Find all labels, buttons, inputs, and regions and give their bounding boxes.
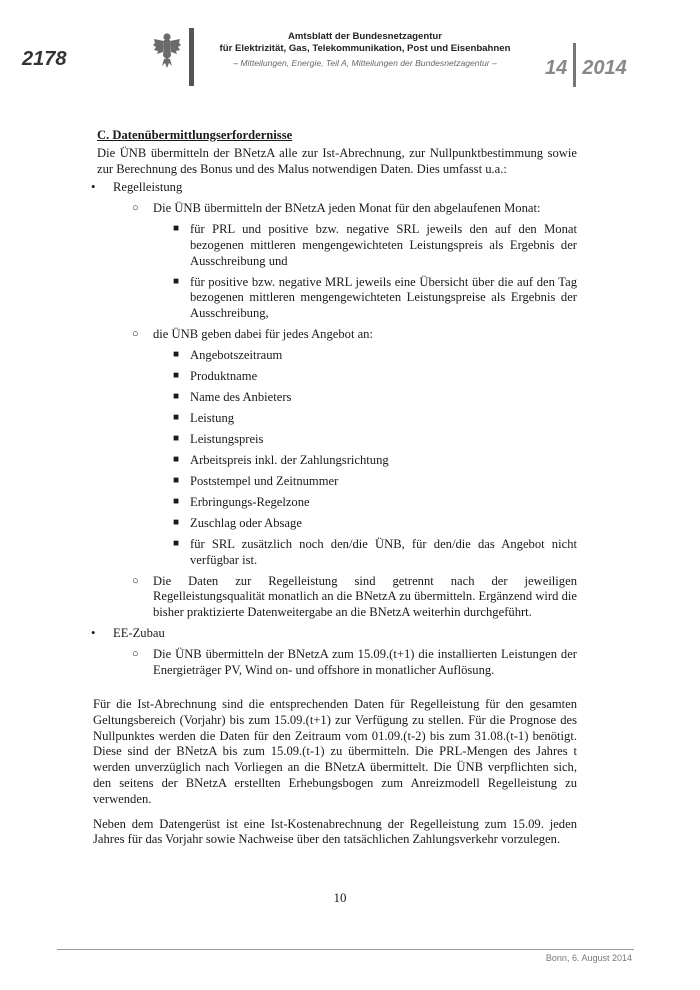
page-number: 2178 — [22, 48, 67, 70]
bullet-ee-zubau — [91, 626, 577, 642]
list-item-text: Produktname — [190, 368, 258, 383]
square-bullet-icon: ■ — [173, 537, 180, 549]
sub-bullet-text: Die ÜNB übermitteln der BNetzA zum 15.09.(t+1) die installierten Leistungen der Energieträger PV, Wind on- und offshore in monatlicher Auflösung. — [153, 646, 577, 677]
sub-bullet-monthly — [97, 201, 577, 217]
paragraph-ist-abrechnung: Für die Ist-Abrechnung sind die entsprechenden Daten für Regelleistung für den gesamten Geltungsbereich (Vorjahr) bis zum 15.09.(t+1) zur Verfügung zu stellen. Für die Prognose des Nullpunktes werden die Daten für den Zeitraum vom 01.09.(t-2) bis zum 31.08.(t-1) benötigt. Diese sind der BNetzA bis zum 15.09.(t-1) zu übermitteln. Die PRL-Mengen des Jahres t werden unverzüglich nach Vorliegen an die BNetzA übermittelt. Die ÜNB verpflichten sich, den seitens der BNetzA erstellten Erhebungsbogen zum Anreizmodell Regelleistung zu verwenden. — [93, 697, 577, 806]
journal-subtitle: – Mitteilungen, Energie, Teil A, Mitteilungen der Bundesnetzagentur – — [233, 58, 497, 68]
circle-bullet-icon: ○ — [132, 574, 139, 587]
sub-bullet-text: Die Daten zur Regelleistung sind getrennt nach der jeweiligen Regelleistungsqualität monatlich an die BNetzA zu übermitteln. Ergänzend wird die bisher praktizierte Datenweitergabe an die BNetzA weiterhin durchgeführt. — [153, 573, 577, 620]
bullet-regelleistung — [91, 180, 577, 196]
issue-divider — [573, 43, 576, 87]
circle-bullet-icon: ○ — [132, 647, 139, 660]
federal-eagle-icon — [152, 30, 182, 70]
list-item — [97, 369, 577, 385]
list-item — [97, 411, 577, 427]
list-item-text: für positive bzw. negative MRL jeweils eine Übersicht über die auf den Tag bezogenen mittleren mengengewichteten Leistungspreise als Ergebnis der Ausschreibung, — [190, 274, 577, 321]
list-item — [97, 390, 577, 406]
list-item — [97, 348, 577, 364]
list-item — [97, 516, 577, 532]
list-item — [97, 495, 577, 511]
square-bullet-icon: ■ — [173, 411, 180, 423]
list-item-text: für PRL und positive bzw. negative SRL jeweils den auf den Monat bezogenen mittleren mengengewichteten Leistungspreis als Ergebnis der Ausschreibung und — [190, 221, 577, 268]
footer-rule — [57, 949, 634, 950]
sub-bullet-ee-zubau — [97, 647, 577, 679]
journal-title-line-1: Amtsblatt der Bundesnetzagentur — [287, 31, 443, 42]
bullet-dot-icon: • — [91, 180, 96, 195]
circle-bullet-icon: ○ — [132, 202, 139, 215]
square-bullet-icon: ■ — [173, 369, 180, 381]
list-item-text: Leistung — [190, 410, 235, 425]
square-bullet-icon: ■ — [173, 390, 180, 402]
circle-bullet-icon: ○ — [132, 328, 139, 341]
sub-bullet-per-offer — [97, 327, 577, 343]
journal-title — [200, 31, 530, 54]
issue-number: 14 — [545, 56, 568, 79]
list-item-text: Arbeitspreis inkl. der Zahlungsrichtung — [190, 452, 389, 467]
paragraph-kostenabrechnung: Neben dem Datengerüst ist eine Ist-Kostenabrechnung der Regelleistung zum 15.09. jeden Jahres für das Vorjahr sowie Nachweise über den tatsächlichen Zahlungsverkehr vorzulegen. — [93, 816, 577, 847]
footer-place-date: Bonn, 6. August 2014 — [545, 953, 632, 963]
list-item-text: Angebotszeitraum — [190, 347, 283, 362]
issue-badge — [545, 46, 627, 90]
header-rule — [189, 28, 194, 86]
list-item — [97, 537, 577, 569]
square-bullet-icon: ■ — [173, 453, 180, 465]
list-item-text: für SRL zusätzlich noch den/die ÜNB, für den/die das Angebot nicht verfügbar ist. — [190, 536, 577, 567]
square-bullet-icon: ■ — [173, 474, 180, 486]
folio-number: 10 — [333, 890, 347, 905]
list-item — [97, 474, 577, 490]
list-item-text: Erbringungs-Regelzone — [190, 494, 310, 509]
square-bullet-icon: ■ — [173, 432, 180, 444]
closing-paragraphs — [93, 697, 577, 857]
bullet-dot-icon: • — [91, 625, 96, 640]
sub-bullet-text: die ÜNB geben dabei für jedes Angebot an: — [153, 327, 373, 342]
section-content — [91, 128, 577, 683]
bullet-label: Regelleistung — [113, 180, 183, 195]
issue-year: 2014 — [582, 56, 627, 79]
list-item — [97, 432, 577, 448]
sub-bullet-text: Die ÜNB übermitteln der BNetzA jeden Monat für den abgelaufenen Monat: — [153, 201, 541, 216]
square-bullet-icon: ■ — [173, 275, 180, 287]
square-bullet-icon: ■ — [173, 495, 180, 507]
list-item-text: Leistungspreis — [190, 431, 264, 446]
square-bullet-icon: ■ — [173, 348, 180, 360]
square-bullet-icon: ■ — [173, 222, 180, 234]
list-item-text: Name des Anbieters — [190, 389, 292, 404]
intro-paragraph: Die ÜNB übermitteln der BNetzA alle zur Ist-Abrechnung, zur Nullpunktbestimmung sowie zur Berechnung des Bonus und des Malus notwendigen Daten. Dies umfasst u.a.: — [97, 145, 577, 176]
list-item — [97, 453, 577, 469]
list-item-text: Zuschlag oder Absage — [190, 515, 302, 530]
square-bullet-icon: ■ — [173, 516, 180, 528]
bullet-label: EE-Zubau — [113, 625, 165, 640]
sub-bullet-separate — [97, 574, 577, 621]
list-item — [97, 275, 577, 322]
section-heading: C. Datenübermittlungserfordernisse — [97, 128, 293, 142]
journal-title-line-2: für Elektrizität, Gas, Telekommunikation, Post und Eisenbahnen — [219, 42, 511, 54]
list-item-text: Poststempel und Zeitnummer — [190, 473, 339, 488]
list-item — [97, 222, 577, 269]
